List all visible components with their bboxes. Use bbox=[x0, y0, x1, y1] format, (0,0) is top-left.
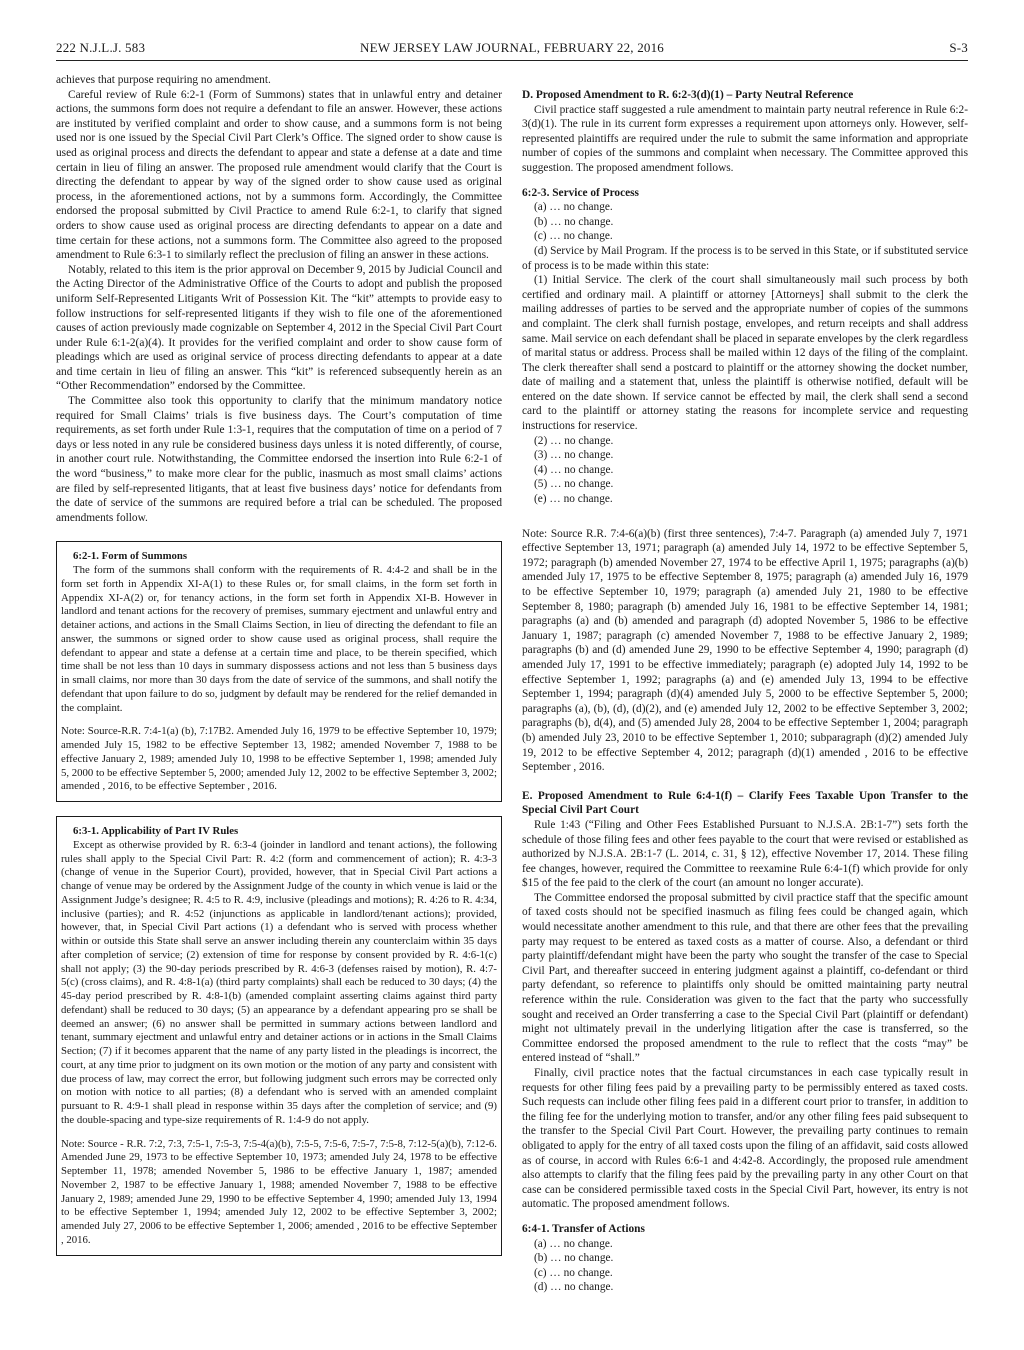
paragraph: achieves that purpose requiring no amendment. bbox=[56, 74, 271, 86]
rule-heading: 6:2-3. Service of Process bbox=[522, 186, 639, 199]
rule-item: (a) … no change. bbox=[534, 201, 613, 214]
paragraph: Rule 1:43 (“Filing and Other Fees Established Pursuant to N.J.S.A. 2B:1-7”) sets forth the schedule of those filing fees and other fees payable to the court that were revised or established as authorized by N.J.S.A. 2B:1-7 (L. 2014, c. 31, § 12), effective November 17, 2014. These filing fee changes, however, required the Committee to reexamine Rule 6:4-1(f) which provide for only $15 of the fee paid to the clerk of the court (an amount no longer accurate). bbox=[522, 818, 968, 890]
section-heading-e: E. Proposed Amendment to Rule 6:4-1(f) – Clarify Fees Taxable Upon Transfer to the Special Civil Part Court bbox=[522, 789, 968, 817]
paragraph: The Committee also took this opportunity to clarify that the minimum mandatory notice required for Small Claims’ trials is five business days. The Court’s computation of time requirements, as set forth under Rule 1:3-1, requires that the computation of time on a period of 7 days or less noted in any rule be considered business days unless it is noted differently, of course, in another court rule. Notwithstanding, the Committee endorsed the insertion into Rule 6:2-1 of the word “business,” to make more clear for the public, inasmuch as most small claims’ actions are filed by self-represented litigants, that at least five business days’ notice for defendants from the date of service of the summons are required before a trial can be scheduled. The proposed amendments follow. bbox=[56, 395, 502, 524]
paragraph: Notably, related to this item is the prior approval on December 9, 2015 by Judicial Council and the Acting Director of the Administrative Office of the Courts to adopt and publish the proposed uniform Self-Represented Litigants Writ of Possession Kit. The “kit” attempts to provide easy to follow instructions for self-represented litigants if they wish to file one of the aforementioned causes of action previously made cognizable on September 4, 2012 in the Special Civil Part Court under Rule 6:1-2(a)(4). It provides for the verified complaint and order to show cause form of pleadings which are used as original service of process directing defendants to appear at a date and time certain in lieu of filing an answer. This “kit” is referenced subsequently herein as an “Other Recommendation” endorsed by the Committee. bbox=[56, 263, 502, 393]
paragraph: Careful review of Rule 6:2-1 (Form of Summons) states that in unlawful entry and detainer actions, the summons form does not require a defendant to file an answer. However, these actions are instituted by verified complaint and order to show cause, and a summons form is not being used nor is one issued by the Special Civil Part Clerk’s Office. The signed order to show cause is used as original process and directs the defendant to appear and state a defense at a date and time certain in lieu of filing an answer. The proposed rule amendment would clarify that the Court is directing the defendant to appear by way of the signed order to show cause used as original process, in the aforementioned actions, not by a summons form. Accordingly, the Committee endorsed the proposal submitted by Civil Practice to amend Rule 6:2-1, to clarify that signed orders to show cause used as original process are directing defendants to appear on a date and time certain for these actions, not a summons form. The Committee also agreed to the proposed amendment to Rule 6:3-1 to similarly reflect the preclusion of filing an answer in these actions. bbox=[56, 88, 502, 262]
rule-item: (a) … no change. bbox=[534, 1237, 613, 1250]
rule-box-6-3-1 bbox=[56, 816, 502, 1256]
paragraph: Finally, civil practice notes that the factual circumstances in each case typically result in requests for other filing fees paid by a prevailing party to be permissibly entered as taxed costs. Such requests can include other filing fees paid in a different court prior to transfer, in addition to the filing fee for the underlying motion to transfer, and/or any other filing fees paid subsequent to the transfer to the Special Civil Part Court. However, the prevailing party continues to remain obligated to apply for the entry of all taxed costs upon the filing of an affidavit, said costs allowed as of course, in accord with Rules 6:6-1 and 4:42-8. Accordingly, the proposed rule amendment also attempts to clarify that the filing fees paid by the prevailing party in any other Court on that case can be considered permissible taxed costs in the Special Civil Part, however, its entry is not automatic. The proposed amendment follows. bbox=[522, 1067, 968, 1211]
right-column bbox=[522, 88, 968, 1295]
rule-item: (d) Service by Mail Program. If the process is to be served in this State, or if substituted service of process is to be made within this state: bbox=[522, 244, 968, 272]
rule-note: Note: Source - R.R. 7:2, 7:3, 7:5-1, 7:5-3, 7:5-4(a)(b), 7:5-5, 7:5-6, 7:5-7, 7:5-8, 7:12-5(a)(b), 7:12-6. Amended June 29, 1973 to be effective September 10, 1973; amended July 24, 1978 to be effective September 11, 1978; amended November 5, 1986 to be effective January 1, 1987; amended November 2, 1987 to be effective January 1, 1988; amended November 7, 1988 to be effective January 2, 1989; amended June 29, 1990 to be effective September 4, 1990; amended July 13, 1994 to be effective September 1, 1994; amended July 12, 2002 to be effective September 3, 2002; amended July 27, 2006 to be effective September 1, 2006; amended , 2016 to be effective September , 2016. bbox=[61, 1137, 497, 1246]
paragraph: The Committee endorsed the proposal submitted by civil practice staff that the specific amount of taxed costs should not be specified inasmuch as filing fees could be changed again, which would necessitate another amendment to this rule, and that there are other fees that the prevailing party may request to be entered as taxed costs as a matter of course. Also, a defendant or third party plaintiff/defendant might have been the party who sought the transfer of the case to Special Civil Part, and thereafter succeed in entering judgment against a plaintiff, co-defendant or third party defendant, so reference to plaintiffs only should be omitted maintaining party neutral reference within the rule. Consideration was given to the fact that the party who successfully sought and received an Order transferring a case to the Special Civil Part (plaintiff or defendant) might not ultimately prevail in the underlying litigation after the case is transferred, so the Committee endorsed the proposed amendment to the rule to reflect that the costs “may” be entered instead of “shall.” bbox=[522, 891, 968, 1065]
section-heading-d: D. Proposed Amendment to R. 6:2-3(d)(1) – Party Neutral Reference bbox=[522, 89, 854, 101]
journal-title: NEW JERSEY LAW JOURNAL, FEBRUARY 22, 2016 bbox=[359, 40, 664, 55]
rule-note: Note: Source R.R. 7:4-6(a)(b) (first three sentences), 7:4-7. Paragraph (a) amended July 7, 1971 effective September 13, 1971; paragraph (a) amended July 14, 1972 to be effective September 5, 1972; paragraph (b) amended November 27, 1974 to be effective April 1, 1975; paragraphs (a)(b) amended July 17, 1975 to be effective September 8, 1975; paragraph (a) amended July 16, 1979 to be effective September 10, 1979; paragraph (a) amended July 21, 1980 to be effective September 8, 1980; paragraph (b) amended July 16, 1981 to be effective September 14, 1981; paragraphs (a) and (b) amended and paragraph (d) adopted November 5, 1986 to be effective January 1, 1987; paragraph (c) amended November 7, 1988 to be effective January 2, 1989; paragraphs (b) and (d) amended June 29, 1990 to be effective September 4, 1990; paragraph (d) amended July 17, 1991 to be effective immediately; paragraph (e) adopted July 14, 1992 to be effective September 1, 1992; paragraphs (a) and (e) amended July 13, 1994 to be effective September 1, 1994; paragraph (d)(4) amended July 5, 2000 to be effective September 5, 2000; paragraphs (a), (b), (d), (d)(2), and (e) amended July 12, 2002 to be effective September 3, 2002; paragraphs (b), d(4), and (5) amended July 28, 2004 to be effective September 1, 2004; paragraph (b) amended July 23, 2010 to be effective September 1, 2010; subparagraph (d)(2) amended July 19, 2012 to be effective September 4, 2012; paragraph (d)(1) amended , 2016 to be effective September , 2016. bbox=[522, 527, 968, 774]
rule-item: (1) Initial Service. The clerk of the court shall simultaneously mail such process by both certified and ordinary mail. A plaintiff or attorney [Attorneys] shall submit to the clerk the mailing addresses of parties to be served and the appropriate number of copies of the summons and complaint. The clerk shall furnish postage, envelopes, and return receipts and shall address same. Mail service on each defendant shall be placed in separate envelopes by the clerk regardless of marital status or address. Process shall be mailed within 12 days of the filing of the complaint. The clerk thereafter shall send a postcard to plaintiff or the attorney showing the docket number, date of mailing and a statement that, unless the plaintiff is otherwise notified, default will be entered on the date shown. If service cannot be effected by mail, the clerk shall send a second card to the plaintiff or attorney stating the reasons for incomplete service and requesting instructions for reservice. bbox=[522, 274, 968, 433]
page-citation: 222 N.J.L.J. 583 bbox=[56, 40, 146, 55]
left-column bbox=[56, 73, 502, 1256]
rule-item: (5) … no change. bbox=[534, 478, 614, 491]
rule-item: (b) … no change. bbox=[534, 215, 614, 228]
page-number: S-3 bbox=[949, 40, 968, 55]
rule-item: (2) … no change. bbox=[534, 434, 614, 447]
header-rule bbox=[56, 60, 968, 61]
rule-text: The form of the summons shall conform with the requirements of R. 4:4-2 and shall be in the form set forth in Appendix XI-A(1) to these Rules or, for small claims, in the form set forth in Appendix XI-A(2) or, for tenancy actions, in the form set forth in Appendix XI-B. However in landlord and tenant actions for the recovery of premises, summary ejectment and unlawful entry and detainer actions, and actions in the Small Claims Section, in lieu of directing the defendant to file an answer, the summons or signed order to show cause used as original process, shall require the defendant to appear and state a defense at a certain time and place, to be therein specified, which time shall be not less than 10 days in summary dispossess actions and not less than 5 business days in small claims, nor more than 30 days from the date of service of the summons, and shall notify the defendant that upon failure to do so, judgment by default may be rendered for the relief demanded in the complaint. bbox=[61, 564, 497, 714]
rule-box-6-2-1 bbox=[56, 541, 502, 802]
rule-note: Note: Source-R.R. 7:4-1(a) (b), 7:17B2. Amended July 16, 1979 to be effective September 10, 1979; amended July 15, 1982 to be effective September 13, 1982; amended November 7, 1988 to be effective January 2, 1989; amended July 10, 1998 to be effective September 1, 1998; amended July 5, 2000 to be effective September 5, 2000; amended July 12, 2002 to be effective September 3, 2002; amended , 2016, to be effective September , 2016. bbox=[61, 725, 497, 793]
rule-heading: 6:2-1. Form of Summons bbox=[73, 550, 188, 563]
rule-heading: 6:3-1. Applicability of Part IV Rules bbox=[73, 825, 239, 838]
rule-item: (3) … no change. bbox=[534, 449, 614, 462]
rule-item: (d) … no change. bbox=[534, 1281, 614, 1294]
paragraph: Civil practice staff suggested a rule amendment to maintain party neutral reference in Rule 6:2-3(d)(1). The rule in its current form expresses a requirement upon attorneys only. However, self-represented plaintiffs are required under the rule to submit the same information and appropriate number of copies of the summons and complaint when necessary. The Committee approved this suggestion. The proposed amendment follows. bbox=[522, 103, 968, 174]
rule-item: (b) … no change. bbox=[534, 1252, 614, 1265]
rule-heading: 6:4-1. Transfer of Actions bbox=[522, 1222, 645, 1235]
rule-text: Except as otherwise provided by R. 6:3-4 (joinder in landlord and tenant actions), the following rules shall apply to the Special Civil Part: R. 4:2 (form and commencement of action); R. 4:3-3 (change of venue in the Superior Court), provided, however, that in Special Civil Part actions a change of venue may be ordered by the Assignment Judge of the county in which venue is laid or the Assignment Judge’s designee; R. 4:5 to R. 4:9, inclusive (pleadings and motions); R. 4:26 to R. 4:34, inclusive (parties); and R. 4:52 (injunctions as applicable in landlord/tenant actions); provided, however, that, in Special Civil Part actions (1) a defendant who is served with process whether within or outside this State shall serve an answer including therein any counterclaim within 35 days after completion of service; (2) extension of time for response by consent provided by R. 4:6-1(c) shall not apply; (3) the 90-day periods prescribed by R. 4:6-3 (defenses raised by motion), R. 4:7-5(c) (cross claims), and R. 4:8-1(a) (third party complaints) shall each be reduced to 30 days; (4) the 45-day period prescribed by R. 4:8-1(b) (amended complaint asserting claims against third party defendant) shall be reduced to 30 days; (5) an appearance by a defendant appearing pro se shall be deemed an answer; (6) no answer shall be permitted in summary actions between landlord and tenant, summary ejectment and unlawful entry and detainer actions or in actions in the Small Claims Section; (7) if it becomes apparent that the name of any party listed in the pleadings is incorrect, the court, at any time prior to judgment on its own motion or the motion of any party and consistent with due process of law, may correct the error, but following judgment such errors may be corrected only on motion with notice to all parties; (8) a defendant who is served with an amended complaint pursuant to R. 4:9-1 shall plead in response within 35 days after the completion of service; and (9) the double-spacing and type-size requirements of R. 1:4-9 do not apply. bbox=[61, 838, 497, 1126]
rule-item: (c) … no change. bbox=[534, 230, 613, 243]
rule-item: (4) … no change. bbox=[534, 463, 614, 476]
rule-item: (e) … no change. bbox=[534, 493, 613, 506]
rule-item: (c) … no change. bbox=[534, 1266, 613, 1279]
